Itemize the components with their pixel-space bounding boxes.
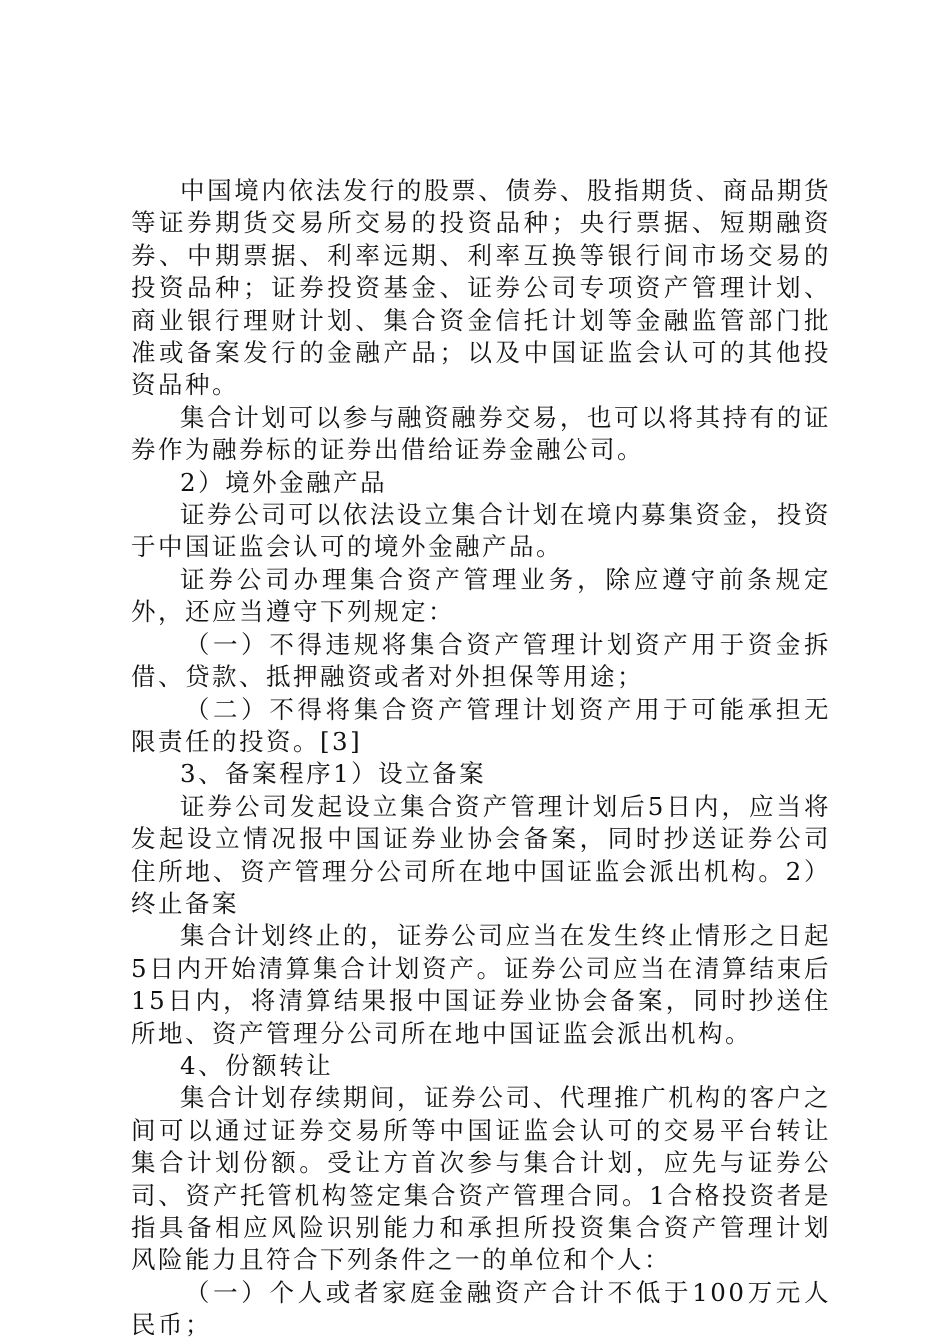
heading-filing-procedure: 3、备案程序1）设立备案 <box>180 759 487 789</box>
list-item-rule-2: （二）不得将集合资产管理计划资产用于可能承担无限责任的投资。[3] <box>131 694 831 756</box>
list-item-rule-1: （一）不得违规将集合资产管理计划资产用于资金拆借、贷款、抵押融资或者对外担保等用途； <box>131 629 831 692</box>
paragraph-overseas-investment: 证券公司可以依法设立集合计划在境内募集资金，投资于中国证监会认可的境外金融产品。 <box>131 500 831 562</box>
paragraph-margin-trading: 集合计划可以参与融资融券交易，也可以将其持有的证券作为融券标的证券出借给证券金融公司。 <box>131 402 831 465</box>
list-item-qualified-investor-1: （一）个人或者家庭金融资产合计不低于100万元人民币； <box>131 1277 831 1340</box>
paragraph-termination-filing: 集合计划终止的，证券公司应当在发生终止情形之日起5日内开始清算集合计划资产。证券公司应当在清算结束后15日内，将清算结果报中国证券业协会备案，同时抄送住所地、资产管理分公司所在地中国证监会派出机构。 <box>131 921 831 1048</box>
paragraph-business-rules: 证券公司办理集合资产管理业务，除应遵守前条规定外，还应当遵守下列规定： <box>131 564 831 627</box>
paragraph-share-transfer: 集合计划存续期间，证券公司、代理推广机构的客户之间可以通过证券交易所等中国证监会认可的交易平台转让集合计划份额。受让方首次参与集合计划，应先与证券公司、资产托管机构签定集合资产管理合同。1合格投资者是指具备相应风险识别能力和承担所投资集合资产管理计划风险能力且符合下列条件之一的单位和个人： <box>131 1083 831 1275</box>
paragraph-investment-scope: 中国境内依法发行的股票、债券、股指期货、商品期货等证券期货交易所交易的投资品种；央行票据、短期融资券、中期票据、利率远期、利率互换等银行间市场交易的投资品种；证券投资基金、证券公司专项资产管理计划、商业银行理财计划、集合资金信托计划等金融监管部门批准或备案发行的金融产品；以及中国证监会认可的其他投资品种。 <box>131 176 831 400</box>
heading-share-transfer: 4、份额转让 <box>180 1050 334 1080</box>
heading-overseas-products: 2）境外金融产品 <box>180 467 388 497</box>
paragraph-establishment-filing: 证券公司发起设立集合资产管理计划后5日内，应当将发起设立情况报中国证券业协会备案，同时抄送证券公司住所地、资产管理分公司所在地中国证监会派出机构。2）终止备案 <box>131 791 831 918</box>
document-body <box>131 175 831 1342</box>
